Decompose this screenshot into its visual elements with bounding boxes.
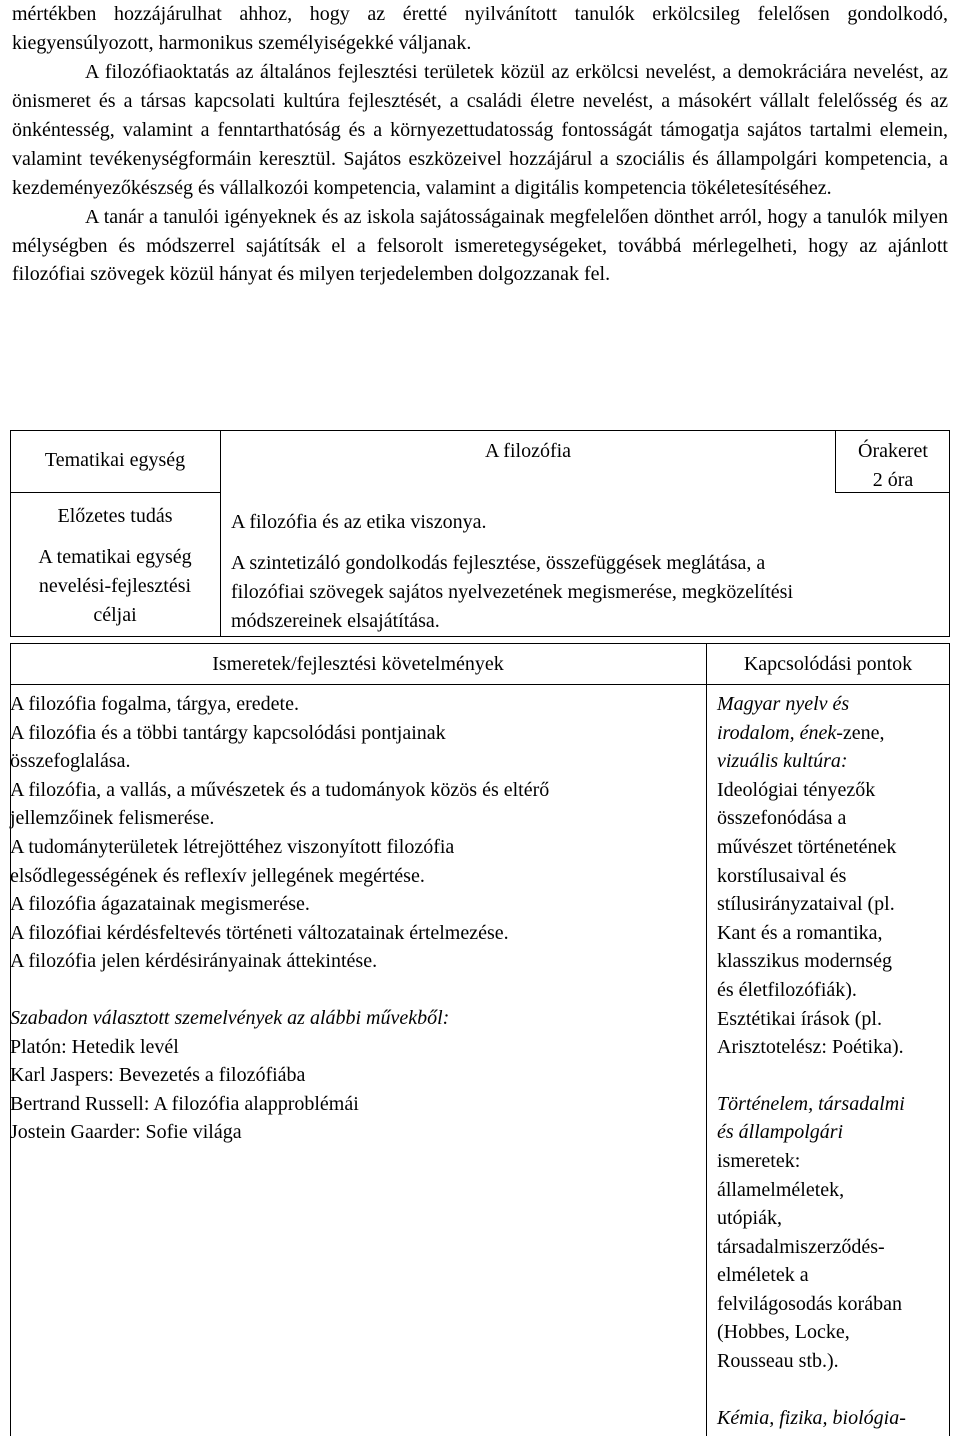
requirement-item: A filozófia fogalma, tárgya, eredete. [10,693,299,715]
hours-label: Órakeret [858,440,928,462]
requirement-item: A filozófia és a többi tantárgy kapcsolódási pontjainak [10,721,446,744]
link-line: Esztétikai írások (pl. [717,1007,882,1030]
requirement-item: A tudományterületek létrejöttéhez viszonyított filozófia [10,835,455,858]
link-line: korstílusaival és [717,864,847,887]
content-table [10,643,950,1436]
requirement-item: A filozófia jelen kérdésirányainak áttekintése. [10,950,378,973]
reading-item: Bertrand Russell: A filozófia alapproblémái [10,1092,359,1115]
link-line: utópiák, [717,1207,782,1230]
reading-item: Platón: Hetedik levél [10,1035,179,1058]
goals-value-line-3: módszereinek elsajátítása. [231,610,440,632]
intro-paragraph-3: A tanár a tanulói igényeknek és az iskola sajátosságainak megfelelően dönthet arról, hogy a tanulók milyen mélységben és módszerrel sajátítsák el a felsorolt ismeretegységeket, továbbá mérlegelheti, hogy az ajánlott filozófiai szövegek közül hányat és milyen terjedelemben dolgozzanak fel. [12,206,948,286]
link-line: Történelem, társadalmi [717,1092,905,1115]
requirement-item: elsődlegességének és reflexív jellegének megértése. [10,864,425,887]
intro-line-1: mértékben hozzájárulhat ahhoz, hogy az éretté nyilvánított tanulók erkölcsileg felelősen gondolkodó, kiegyensúlyozott, harmonikus személyiségekké váljanak. [12,3,948,54]
link-line: Arisztotelész: Poétika). [717,1036,904,1059]
link-line: államelméletek, [717,1178,845,1201]
goals-value-line-2: filozófiai szövegek sajátos nyelvezetének megismerése, megközelítési [231,581,794,603]
link-line: és állampolgári [717,1121,844,1144]
link-line: Rousseau stb.). [717,1350,839,1373]
prior-knowledge-label: Előzetes tudás [57,505,173,527]
requirement-item: összefoglalása. [10,750,131,773]
link-line: felvilágosodás korában [717,1292,902,1315]
link-line: klasszikus modernség [717,950,892,973]
requirement-item: A filozófia, a vallás, a művészetek és a tudományok közös és eltérő [10,778,550,801]
link-line: vizuális kultúra: [717,750,848,773]
links-header: Kapcsolódási pontok [743,653,913,675]
requirement-item: A filozófia ágazatainak megismerése. [10,893,310,916]
requirements-header: Ismeretek/fejlesztési követelmények [212,653,504,675]
hours-value: 2 óra [872,469,914,491]
intro-text [12,0,948,289]
link-line: ismeretek: [717,1149,801,1172]
thematic-unit-table [10,430,950,637]
goals-label-line-3: céljai [93,604,137,626]
link-line: elméletek a [717,1264,809,1287]
requirements-list [10,690,700,1147]
goals-label-line-2: nevelési-fejlesztési [38,575,192,597]
link-line: Kémia, fizika, biológia- [717,1406,906,1429]
link-line: társadalmiszerződés- [717,1235,885,1258]
link-line: művészet történetének [717,835,897,858]
intro-paragraph-2-a: A filozófiaoktatás az általános fejlesztési területek közül az erkölcsi nevelést, a demokráciára nevelést, az önismeret és a társas kapcsolati kultúra fejlesztését, a családi életre nevelést, a másokért vállalt felelősség és az önkéntesség, valamint a fenntarthatóság és a környezettudatosság fontosságát támogatja sajátos tartalmi elemein, valamint tevékenységformáin keresztül. [12,61,948,170]
link-line: Kant és a romantika, [717,921,883,944]
link-line: (Hobbes, Locke, [717,1321,850,1344]
link-line: irodalom, ének-zene, [717,721,885,744]
reading-item: Karl Jaspers: Bevezetés a filozófiába [10,1064,306,1087]
prior-knowledge-value: A filozófia és az etika viszonya. [231,511,487,533]
unit-title: A filozófia [484,440,572,462]
unit-label: Tematikai egység [44,449,186,471]
goals-value-line-1: A szintetizáló gondolkodás fejlesztése, összefüggések meglátása, a [231,552,766,574]
link-line: összefonódása a [717,807,847,830]
goals-value [231,549,946,636]
links-list [717,690,949,1432]
requirement-item: jellemzőinek felismerése. [10,807,215,830]
link-line: stílusirányzataival (pl. [717,893,895,916]
link-line: Ideológiai tényezők [717,778,876,801]
reading-item: Jostein Gaarder: Sofie világa [10,1121,242,1144]
link-line: Magyar nyelv és [717,693,850,715]
link-line: és életfilozófiák). [717,978,857,1001]
intro-paragraph-2-b: Sajátos eszközeivel hozzájárul a szociális és állampolgári kompetencia, a kezdeményezőkészség és vállalkozói kompetencia, valamint a digitális kompetencia tökéletesítéséhez. [12,148,949,199]
requirement-item: A filozófiai kérdésfeltevés történeti változatainak értelmezése. [10,921,509,944]
goals-label-line-1: A tematikai egység [38,546,192,568]
readings-title: Szabadon választott szemelvények az alábbi művekből: [10,1006,450,1029]
intro-paragraph-2 [12,58,948,203]
goals-label [10,543,220,630]
